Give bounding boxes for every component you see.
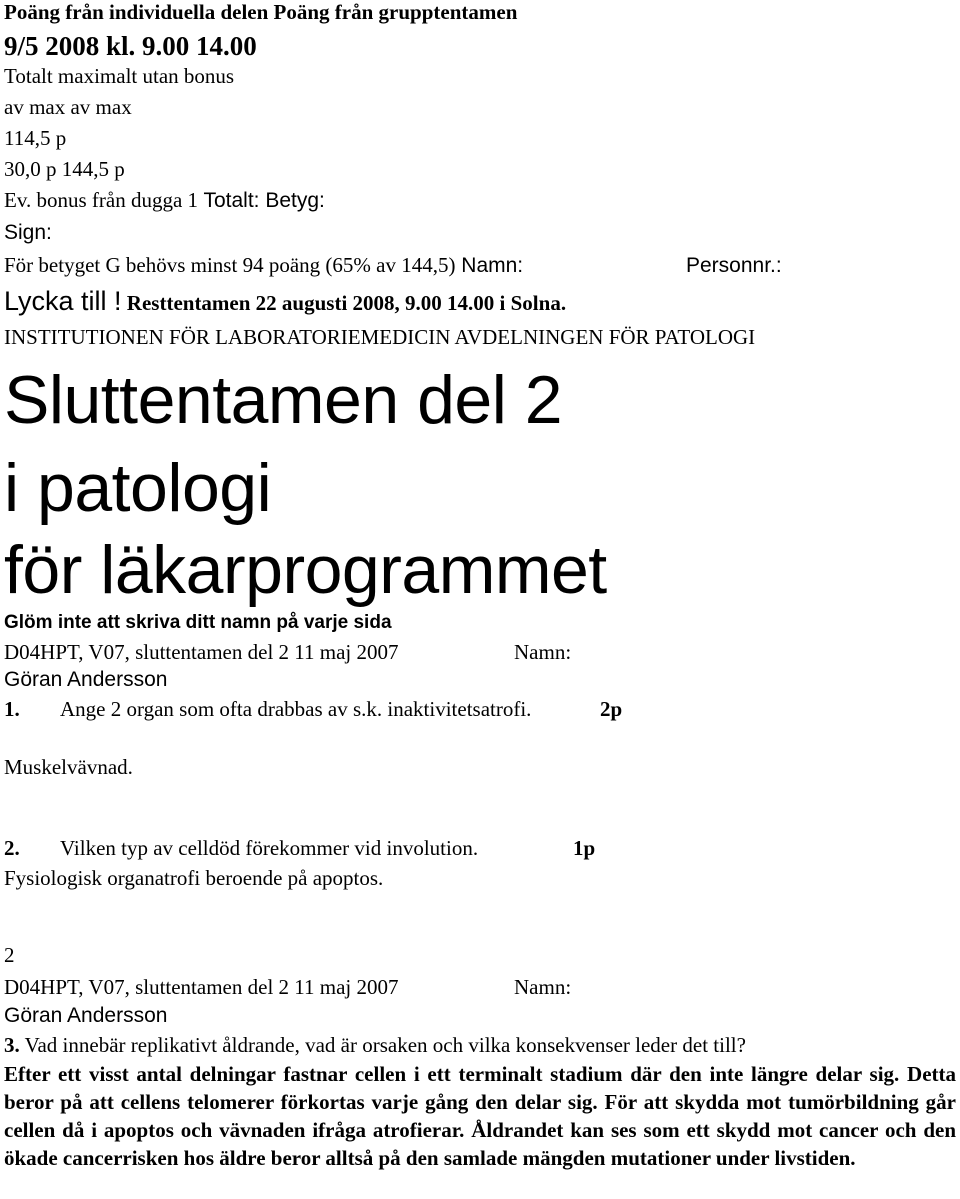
personnr-label: Personnr.:: [686, 254, 782, 277]
header-line-7: [4, 190, 325, 211]
question-text: Vad innebär replikativt åldrande, vad är orsaken och vilka konsekvenser leder det till?: [24, 1033, 746, 1057]
name-reminder: Glöm inte att skriva ditt namn på varje sida: [4, 612, 392, 633]
question-number: 3.: [4, 1033, 20, 1057]
header-line-10: [4, 288, 566, 315]
header-line-1: Poäng från individuella delen Poäng från grupptentamen: [4, 0, 518, 24]
header-line-4: av max av max: [4, 95, 132, 119]
question-1: [4, 699, 956, 720]
name-field-label: Namn:: [514, 975, 572, 999]
name-label: Namn:: [455, 254, 524, 277]
title-line-1: Sluttentamen del 2: [4, 362, 563, 438]
question-number: 1.: [4, 697, 20, 721]
question-2: [4, 838, 956, 859]
header-line-6: 30,0 p 144,5 p: [4, 157, 125, 181]
title-line-2: i patologi: [4, 450, 272, 526]
exam-line: [4, 642, 956, 663]
exam-code: D04HPT, V07, sluttentamen del 2 11 maj 2007: [4, 640, 399, 664]
grade-requirement: För betyget G behövs minst 94 poäng (65% av 144,5): [4, 253, 456, 277]
header-line-3: Totalt maximalt utan bonus: [4, 64, 235, 88]
header-line-9: [4, 255, 956, 276]
exam-date: 9/5 2008 kl. 9.00 14.00: [4, 31, 257, 61]
answer-1: Muskelvävnad.: [4, 755, 133, 779]
header-line-5: 114,5 p: [4, 126, 67, 150]
student-name: Göran Andersson: [4, 1004, 168, 1027]
question-points: 1p: [573, 836, 596, 860]
institution-heading: INSTITUTIONEN FÖR LABORATORIEMEDICIN AVDELNINGEN FÖR PATOLOGI: [4, 325, 756, 349]
bonus-label: Ev. bonus från dugga 1: [4, 188, 199, 212]
question-text: Vilken typ av celldöd förekommer vid involution.: [60, 836, 479, 860]
student-name: Göran Andersson: [4, 668, 168, 691]
name-field-label: Namn:: [514, 640, 572, 664]
exam-line: [4, 977, 956, 998]
question-text: Ange 2 organ som ofta drabbas av s.k. inaktivitetsatrofi.: [60, 697, 532, 721]
question-3: [4, 1035, 746, 1056]
title-line-3: för läkarprogrammet: [4, 532, 607, 608]
answer-2: Fysiologisk organatrofi beroende på apoptos.: [4, 866, 384, 890]
page-number: 2: [4, 943, 15, 967]
resit-info: Resttentamen 22 augusti 2008, 9.00 14.00 i Solna.: [121, 291, 567, 315]
sign-label: Sign:: [4, 221, 52, 244]
total-grade-label: Totalt: Betyg:: [198, 189, 325, 212]
exam-code: D04HPT, V07, sluttentamen del 2 11 maj 2007: [4, 975, 399, 999]
question-points: 2p: [600, 697, 623, 721]
good-luck: Lycka till !: [4, 286, 122, 316]
question-number: 2.: [4, 836, 20, 860]
answer-3: Efter ett visst antal delningar fastnar cellen i ett terminalt stadium där den inte längre delar sig. Detta beror på att cellens telomerer förkortas varje gång den delar sig. För att skydda mot tumörbildning går cellen då i apoptos och vävnaden ifråga atrofierar. Åldrandet kan ses som ett skydd mot cancer och den ökade cancerrisken hos äldre beror alltså på den samlade mängden mutationer under livstiden.: [4, 1062, 956, 1170]
